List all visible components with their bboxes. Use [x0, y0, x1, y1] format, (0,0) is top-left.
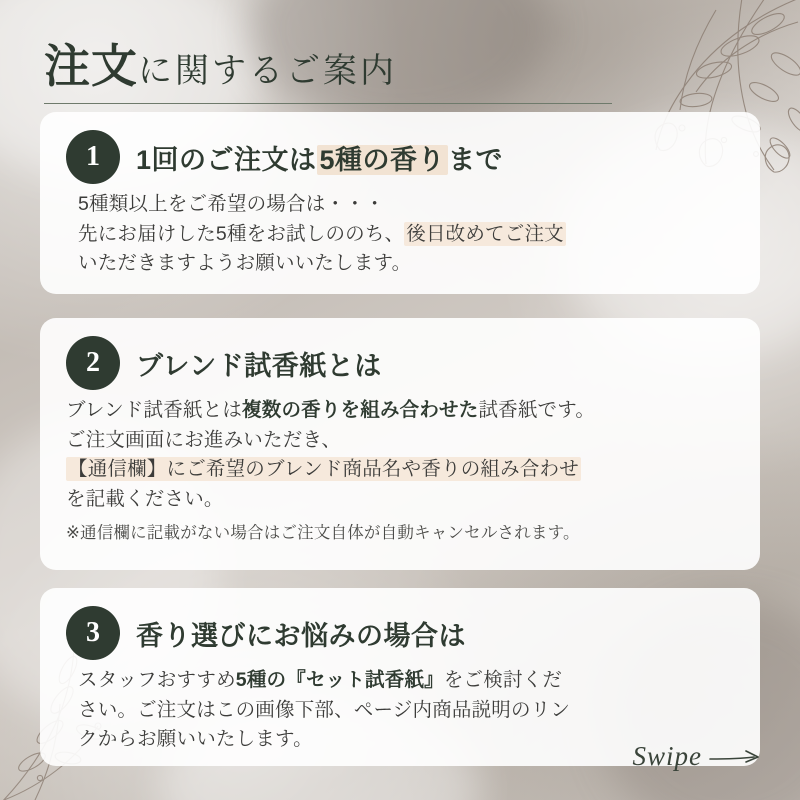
- card-3-number-badge: 3: [66, 606, 120, 660]
- card-2-line-1: [66, 396, 734, 426]
- card-2-line-3-highlight: 【通信欄】にご希望のブレンド商品名や香りの組み合わせ: [68, 458, 579, 481]
- card-2-line-1-bold: 複数の香りを組み合わせた: [242, 399, 479, 421]
- info-card-1: [40, 112, 760, 294]
- card-1-line-1: 5種類以上をご希望の場合は・・・: [78, 193, 385, 215]
- card-3-title: 香り選びにお悩みの場合は: [136, 620, 466, 651]
- card-1-title-after: まで: [448, 144, 504, 175]
- card-2-title: ブレンド試香紙とは: [136, 350, 382, 381]
- swipe-hint: [633, 741, 767, 772]
- card-3-line-1-before: スタッフおすすめ: [78, 669, 236, 691]
- card-1-line-3: いただきますようお願いいたします。: [78, 252, 412, 275]
- card-1-line-2-highlight: 後日改めてご注文: [406, 222, 564, 245]
- card-1-title: [136, 138, 503, 177]
- card-1-body: [66, 190, 734, 279]
- card-3-line-1-bold: 5種の『セット試香紙』: [235, 669, 444, 691]
- card-2-body: [66, 396, 734, 546]
- info-card-2: [40, 318, 760, 570]
- card-1-line-2: [78, 220, 734, 250]
- card-2-line-3: [66, 455, 734, 485]
- page-title-emphasis: 注文: [44, 40, 138, 92]
- page-title: [44, 40, 614, 93]
- title-divider: [44, 103, 612, 104]
- card-2-header: [66, 336, 734, 390]
- card-1-title-highlight: 5種の香り: [317, 145, 449, 175]
- card-3-header: [66, 606, 734, 660]
- card-2-line-4: を記載ください。: [66, 487, 224, 510]
- card-2-note: ※通信欄に記載がない場合はご注文自体が自動キャンセルされます。: [66, 523, 580, 542]
- card-2-line-1-before: ブレンド試香紙とは: [66, 399, 243, 421]
- info-card-3: [40, 588, 760, 766]
- card-3-line-3: クからお願いいたします。: [78, 728, 313, 751]
- card-3-line-2: さい。ご注文はこの画像下部、ページ内商品説明のリン: [78, 698, 571, 721]
- page-header: [44, 40, 614, 104]
- swipe-label: Swipe: [632, 741, 702, 771]
- card-1-title-before: 1回のご注文は: [136, 144, 317, 175]
- card-2-line-2: ご注文画面にお進みいただき、: [66, 428, 342, 451]
- card-3-line-1: [78, 666, 734, 696]
- page-title-rest: に関するご案内: [138, 52, 397, 90]
- arrow-right-icon: [708, 747, 766, 767]
- card-2-number-badge: 2: [66, 336, 120, 390]
- card-1-number-badge: 1: [66, 130, 120, 184]
- card-3-line-1-after: をご検討くだ: [443, 669, 563, 691]
- card-1-header: [66, 130, 734, 184]
- card-1-line-2-text: 先にお届けした5種をお試しののち、: [78, 222, 405, 245]
- card-2-line-1-after: 試香紙です。: [478, 399, 596, 421]
